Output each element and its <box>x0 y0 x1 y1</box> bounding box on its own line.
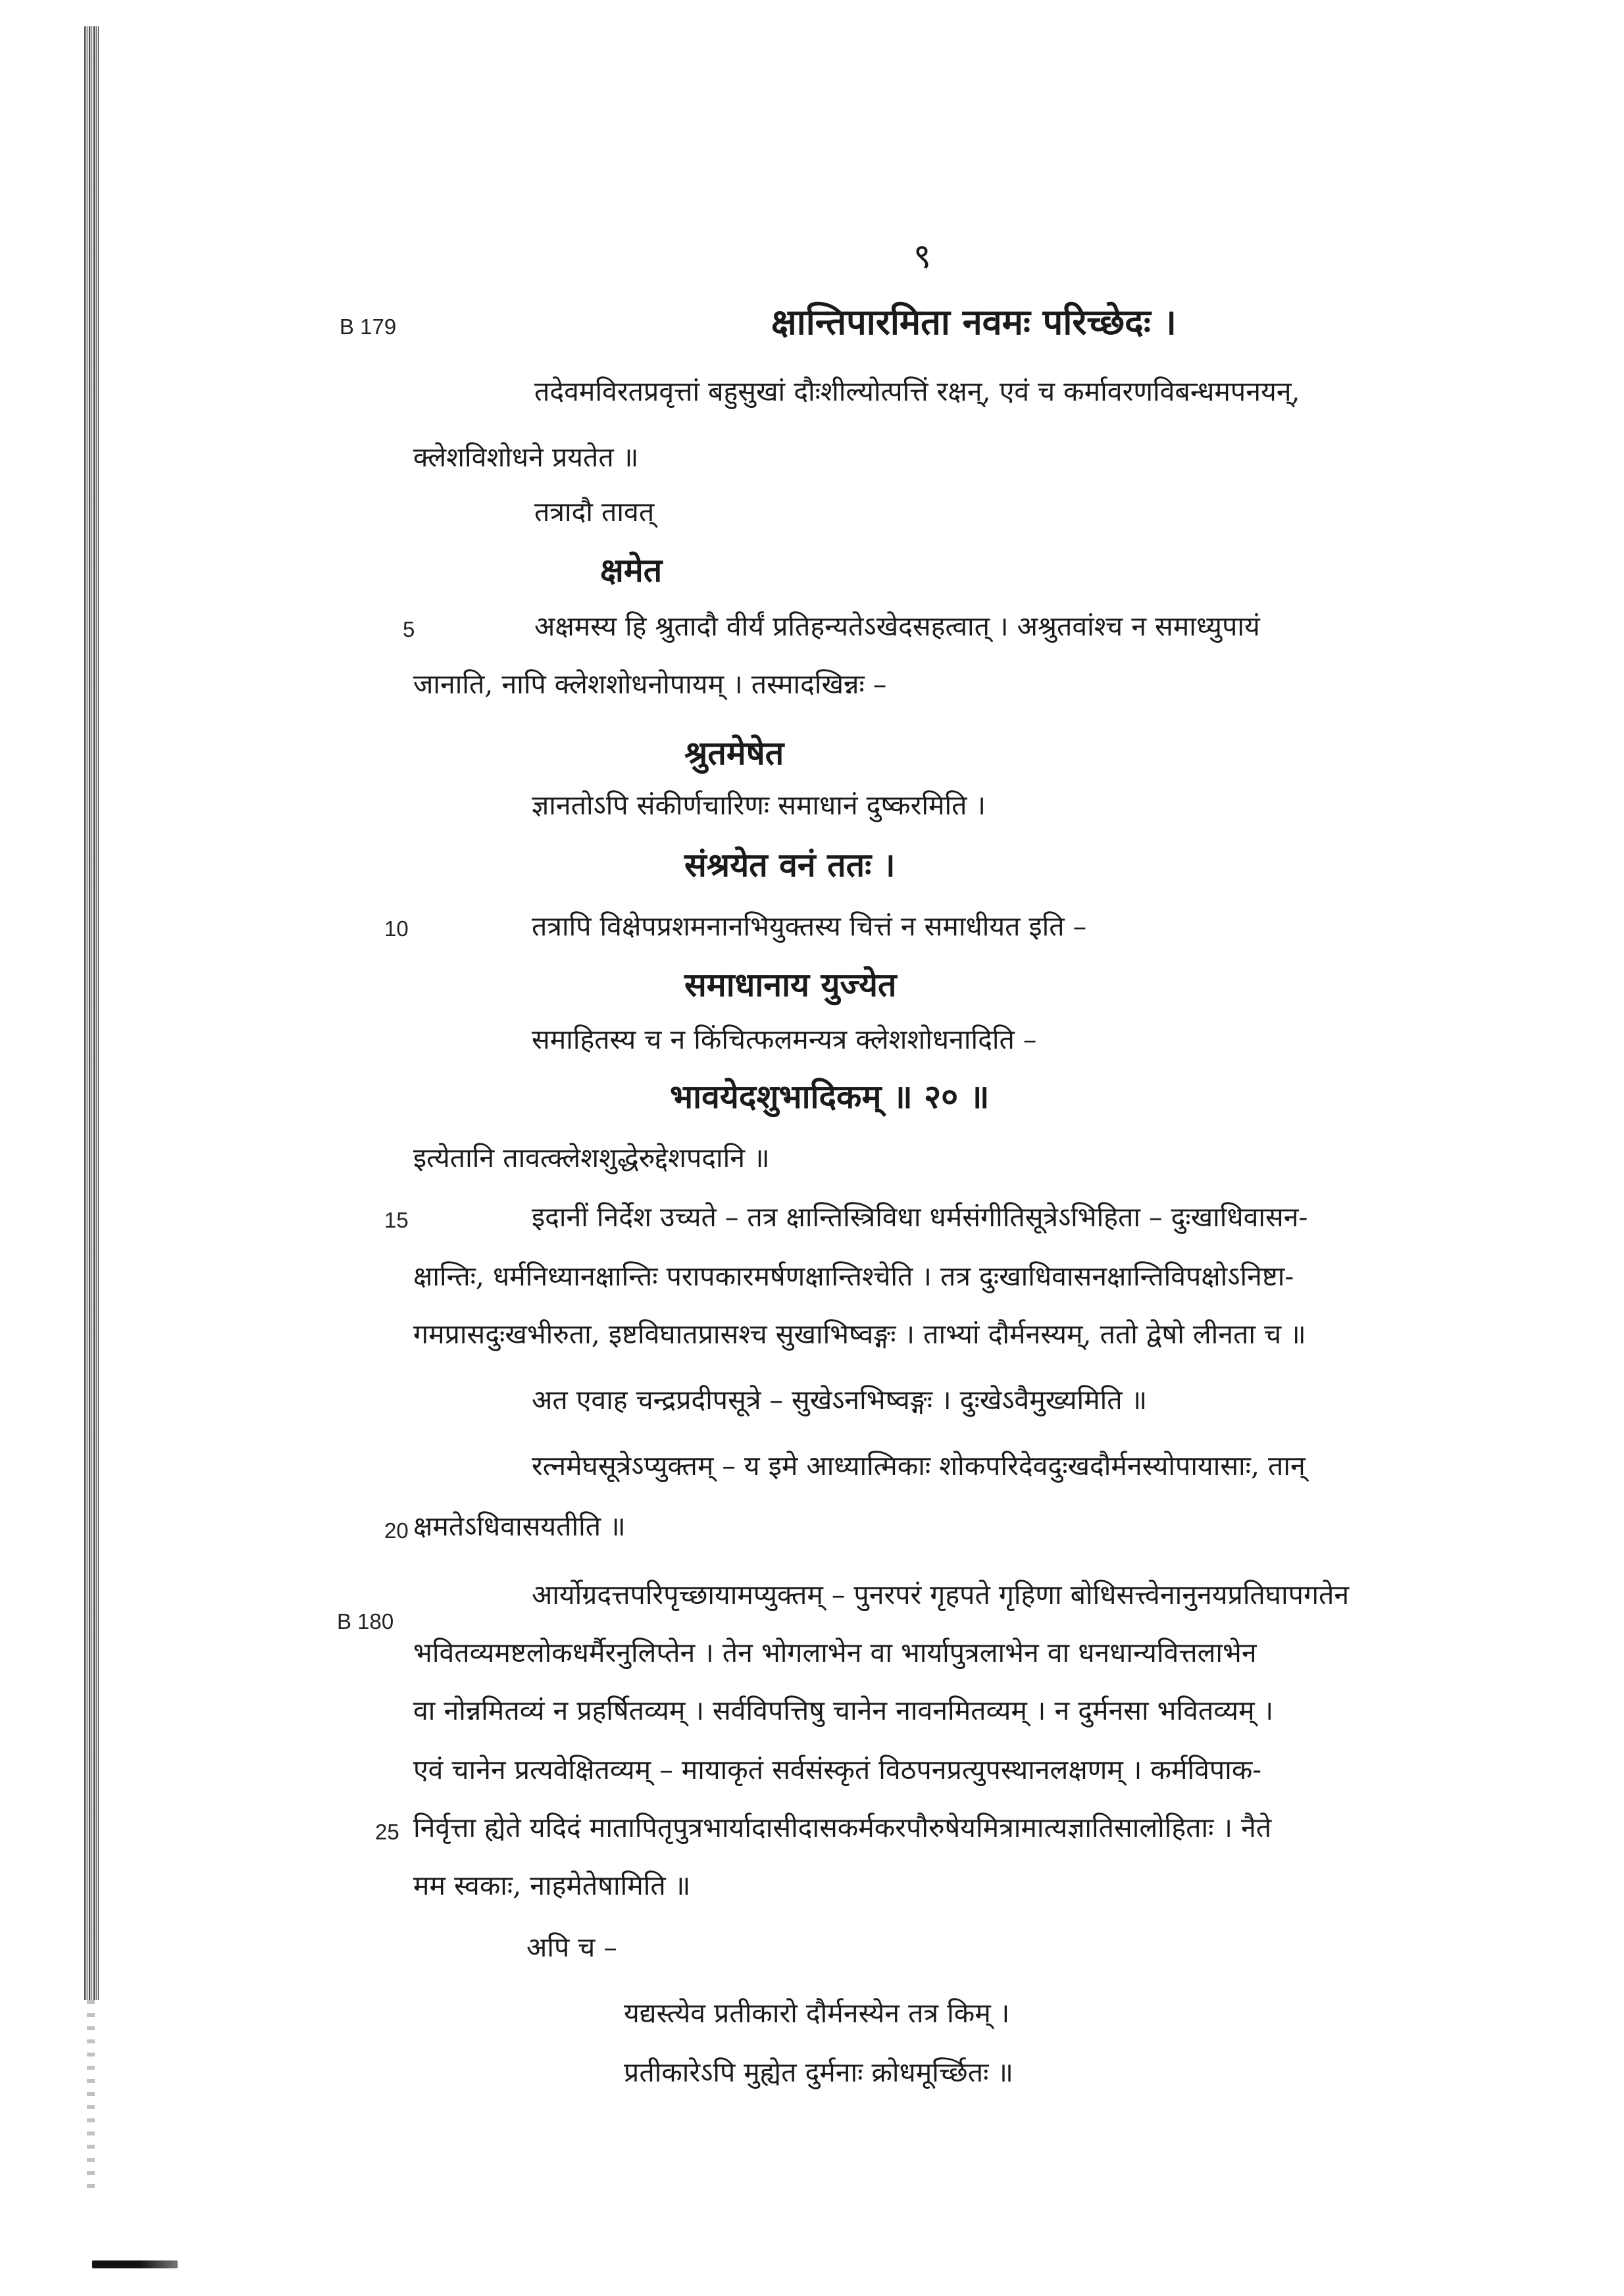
text-line-21: आर्योग्रदत्तपरिपृच्छायामप्युक्तम् – पुनरपरं गृहपते गृहिणा बोधिसत्त्वेनानुनयप्रतिघापगतेन <box>532 1579 1350 1610</box>
text-line-27: अपि च – <box>526 1932 617 1963</box>
line-number-10: 10 <box>384 916 409 941</box>
page-number: ९ <box>913 237 932 276</box>
text-line-1: तदेवमविरतप्रवृत्तां बहुसुखां दौःशील्योत्पत्तिं रक्षन्, एवं च कर्मावरणविबन्धमपनयन्, <box>534 376 1300 407</box>
verse-heading-3: संश्रयेत वनं ततः । <box>684 845 896 884</box>
scan-corner-mark <box>92 2260 178 2268</box>
margin-ref-b179: B 179 <box>340 314 397 339</box>
text-line-5: अक्षमस्य हि श्रुतादौ वीर्यं प्रतिहन्यतेऽखेदसहत्वात् । अश्रुतवांश्च न समाध्युपायं <box>534 611 1260 642</box>
line-number-15: 15 <box>384 1208 409 1232</box>
text-line-14: इत्येतानि तावत्क्लेशशुद्धेरुद्देशपदानि ॥ <box>413 1142 770 1174</box>
text-line-17: गमप्रासदुःखभीरुता, इष्टविघातप्रासश्च सुखाभिष्वङ्गः । ताभ्यां दौर्मनस्यम्, ततो द्वेषो लीनता च ॥ <box>413 1318 1306 1350</box>
verse-heading-4: समाधानाय युज्येत <box>684 965 897 1004</box>
verse-heading-5: भावयेदशुभादिकम् ॥ २० ॥ <box>670 1077 990 1116</box>
binding-dots <box>87 2000 95 2197</box>
text-line-3: तत्रादौ तावत् <box>534 496 655 528</box>
verse-line-2: प्रतीकारेऽपि मुह्येत दुर्मनाः क्रोधमूर्च्छितः ॥ <box>624 2057 1013 2088</box>
text-line-25: निर्वृत्ता ह्येते यदिदं मातापितृपुत्रभार्यादासीदासकर्मकरपौरुषेयमित्रामात्यज्ञातिसालोहिताः । नैते <box>413 1812 1272 1843</box>
verse-heading-1: क्षमेत <box>600 551 663 589</box>
text-line-23: वा नोन्नमितव्यं न प्रहर्षितव्यम् । सर्वविपत्तिषु चानेन नावनमितव्यम् । न दुर्मनसा भवितव्यम् । <box>413 1695 1274 1726</box>
text-line-20: क्षमतेऽधिवासयतीति ॥ <box>413 1510 626 1542</box>
text-line-2: क्लेशविशोधने प्रयतेत ॥ <box>413 441 639 473</box>
line-number-20: 20 <box>384 1518 409 1543</box>
text-line-12: समाहितस्य च न किंचित्फलमन्यत्र क्लेशशोधनादिति – <box>532 1024 1037 1055</box>
text-line-26: मम स्वकाः, नाहमेतेषामिति ॥ <box>413 1870 691 1901</box>
text-line-19: रत्नमेघसूत्रेऽप्युक्तम् – य इमे आध्यात्मिकाः शोकपरिदेवदुःखदौर्मनस्योपायासाः, तान् <box>532 1450 1306 1482</box>
text-line-18: अत एवाह चन्द्रप्रदीपसूत्रे – सुखेऽनभिष्वङ्गः । दुःखेऽवैमुख्यमिति ॥ <box>532 1384 1148 1416</box>
verse-heading-2: श्रुतमेषेत <box>684 734 784 772</box>
line-number-25: 25 <box>375 1820 399 1844</box>
margin-ref-b180: B 180 <box>337 1609 394 1634</box>
book-binding-shadow <box>84 26 99 2000</box>
text-line-24: एवं चानेन प्रत्यवेक्षितव्यम् – मायाकृतं सर्वसंस्कृतं विठपनप्रत्युपस्थानलक्षणम् । कर्मविपाक- <box>413 1754 1262 1785</box>
chapter-title: क्षान्तिपारमिता नवमः परिच्छेदः । <box>771 301 1177 343</box>
text-line-15: इदानीं निर्देश उच्यते – तत्र क्षान्तिस्त्रिविधा धर्मसंगीतिसूत्रेऽभिहिता – दुःखाधिवासन- <box>532 1201 1308 1233</box>
line-number-5: 5 <box>403 617 415 641</box>
text-line-10: तत्रापि विक्षेपप्रशमनानभियुक्तस्य चित्तं न समाधीयत इति – <box>532 911 1087 942</box>
verse-line-1: यद्यस्त्येव प्रतीकारो दौर्मनस्येन तत्र किम् । <box>624 1997 1010 2029</box>
text-line-8: ज्ञानतोऽपि संकीर्णचारिणः समाधानं दुष्करमिति । <box>532 789 986 821</box>
text-line-6: जानाति, नापि क्लेशशोधनोपायम् । तस्मादखिन्नः – <box>413 668 887 700</box>
text-line-16: क्षान्तिः, धर्मनिध्यानक्षान्तिः परापकारमर्षणक्षान्तिश्चेति । तत्र दुःखाधिवासनक्षान्तिविपक्षोऽनिष्टा- <box>413 1260 1294 1292</box>
text-line-22: भवितव्यमष्टलोकधर्मैरनुलिप्तेन । तेन भोगलाभेन वा भार्यापुत्रलाभेन वा धनधान्यवित्तलाभेन <box>413 1637 1257 1668</box>
